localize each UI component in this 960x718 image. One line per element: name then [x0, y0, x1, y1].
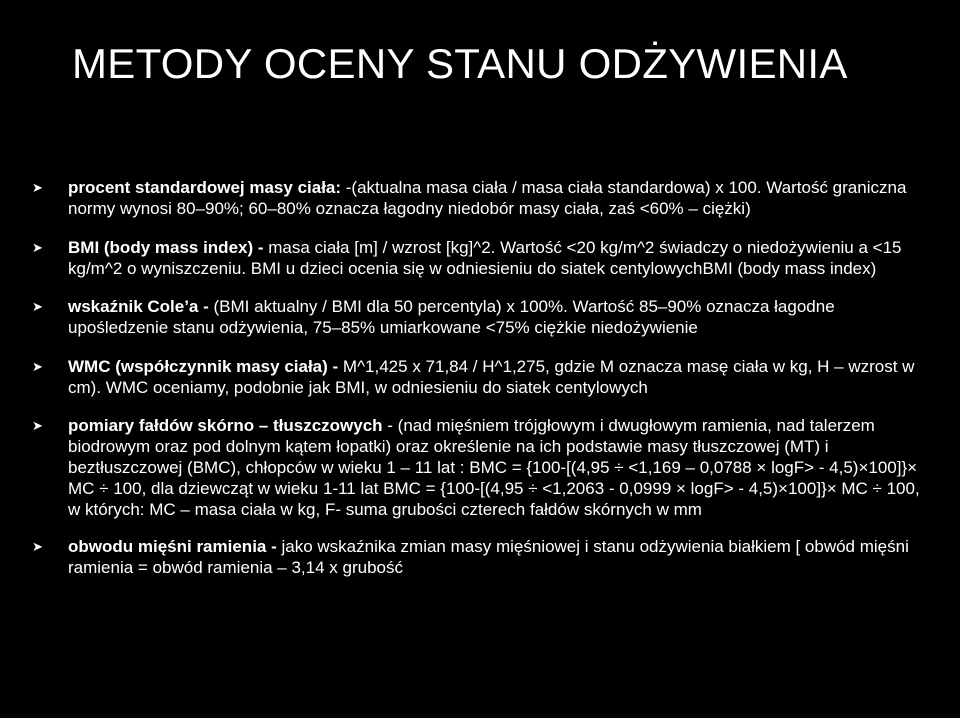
- arrowhead-icon: ➤: [32, 299, 43, 314]
- bullet-text: masa ciała [m] / wzrost [kg]^2. Wartość <20 kg/m^2 świadczy o niedożywieniu a <15 kg/m^2 o wyniszczeniu. BMI u dzieci ocenia się w odniesieniu do siatek centylowychBMI (body mass index): [68, 238, 902, 278]
- bullet-text: -(aktualna masa ciała / masa ciała standardowa) x 100. Wartość graniczna normy wynosi 80–90%; 60–80% oznacza łagodny niedobór masy ciała, zaś <60% – ciężki): [68, 178, 907, 218]
- list-item: [32, 415, 932, 520]
- list-item: [32, 177, 932, 219]
- bullet-lead: procent standardowej masy ciała:: [68, 178, 342, 197]
- list-item: [32, 536, 932, 578]
- bullet-text: (BMI aktualny / BMI dla 50 percentyla) x 100%. Wartość 85–90% oznacza łagodne upośledzenie stanu odżywienia, 75–85% umiarkowane <75% ciężkie niedożywienie: [68, 297, 835, 337]
- bullet-lead: WMC (współczynnik masy ciała) -: [68, 357, 339, 376]
- arrowhead-icon: ➤: [32, 418, 43, 433]
- bullet-lead: BMI (body mass index) -: [68, 238, 264, 257]
- arrowhead-icon: ➤: [32, 240, 43, 255]
- bullet-lead: wskaźnik Cole’a -: [68, 297, 209, 316]
- bullet-text: jako wskaźnika zmian masy mięśniowej i stanu odżywienia białkiem [ obwód mięśni ramienia = obwód ramienia – 3,14 x grubość: [68, 537, 909, 577]
- bullet-list: [32, 177, 932, 578]
- bullet-text: M^1,425 x 71,84 / H^1,275, gdzie M oznacza masę ciała w kg, H – wzrost w cm). WMC oceniamy, podobnie jak BMI, w odniesieniu do siatek centylowych: [68, 357, 915, 397]
- bullet-text: - (nad mięśniem trójgłowym i dwugłowym ramienia, nad talerzem biodrowym oraz pod dolnym kątem łopatki) oraz określenie na ich podstawie masy tłuszczowej (MT) i beztłuszczowej (BMC), chłopców w wieku 1 – 11 lat : BMC = {100-[(4,95 ÷ <1,169 – 0,0788 × logF> - 4,5)×100]}× MC ÷ 100, dla dziewcząt w wieku 1-11 lat BMC = {100-[(4,95 ÷ <1,2063 - 0,0999 × logF> - 4,5)×100]}× MC ÷ 100, w których: MC – masa ciała w kg, F- suma grubości czterech fałdów skórnych w mm: [68, 416, 920, 519]
- arrowhead-icon: ➤: [32, 180, 43, 195]
- bullet-lead: obwodu mięśni ramienia -: [68, 537, 277, 556]
- arrowhead-icon: ➤: [32, 359, 43, 374]
- bullet-lead: pomiary fałdów skórno – tłuszczowych: [68, 416, 383, 435]
- list-item: [32, 237, 932, 279]
- arrowhead-icon: ➤: [32, 539, 43, 554]
- list-item: [32, 296, 932, 338]
- slide-title: METODY OCENY STANU ODŻYWIENIA: [72, 40, 848, 87]
- list-item: [32, 356, 932, 398]
